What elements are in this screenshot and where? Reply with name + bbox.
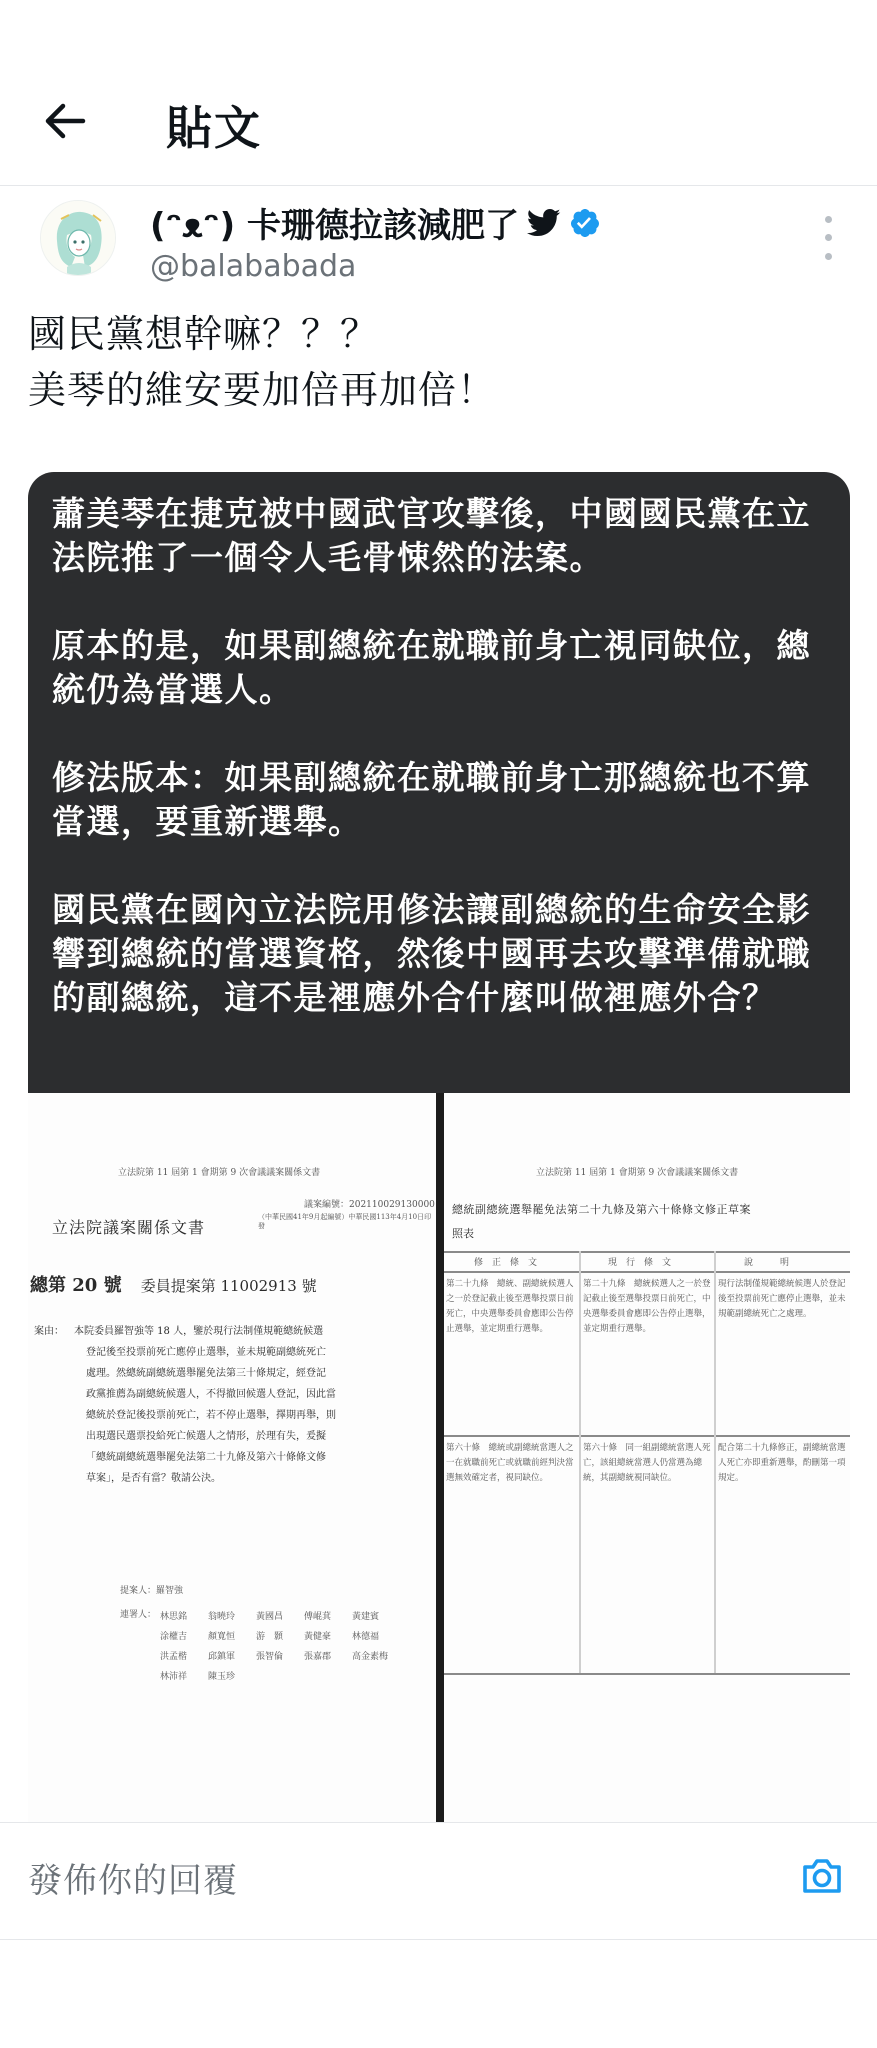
reply-input[interactable]: 發佈你的回覆 <box>28 1861 238 1901</box>
cosigner: 傅崐萁 <box>304 1612 332 1622</box>
back-button[interactable] <box>40 96 90 146</box>
verified-badge-icon <box>569 207 601 239</box>
doc-reason-label: 案由： <box>34 1326 64 1337</box>
cosigner: 林德福 <box>352 1632 380 1642</box>
user-handle: @balababada <box>150 249 357 284</box>
doc-subtitle: 照表 <box>452 1227 474 1240</box>
table-cell: 配合第二十九條修正，副總統當選人死亡亦即重新選舉，酌刪第一項規定。 <box>718 1443 846 1483</box>
doc-reason-line: 出現選民選票投給死亡候選人之情形，於理有失，爰擬 <box>86 1431 326 1442</box>
page-title: 貼文 <box>166 101 262 155</box>
doc-reason-line: 登記後至投票前死亡應停止選舉，並未規範副總統死亡 <box>86 1347 326 1358</box>
avatar[interactable] <box>40 200 116 276</box>
cosigner: 顏寬恒 <box>208 1632 236 1642</box>
cosigner: 游 顥 <box>256 1632 284 1642</box>
table-rule <box>444 1251 850 1253</box>
table-col-rule <box>579 1251 581 1673</box>
table-cell: 第六十條 同一組副總統當選人死亡，該組總統當選人仍當選為總統，其副總統視同缺位。 <box>583 1443 711 1483</box>
cosigner-row <box>160 1647 400 1667</box>
text-card <box>28 472 850 1093</box>
doc-title: 立法院議案關係文書 <box>52 1218 206 1237</box>
table-rule <box>444 1435 850 1437</box>
table-cell: 現行法制僅規範總統候選人於登記後至投票前死亡應停止選舉，並未規範副總統死亡之處理。 <box>718 1279 846 1319</box>
table-cell: 第六十條 總統或副總統當選人之一在就職前死亡或就職前經判決當選無效確定者，視同缺位。 <box>446 1443 574 1483</box>
table-header-cell: 現 行 條 文 <box>608 1258 672 1268</box>
tweet-text-line: 美琴的維安要加倍再加倍！ <box>28 368 497 412</box>
cosigner: 洪孟楷 <box>160 1652 188 1662</box>
doc-date-note: （中華民國41年9月起編號）中華民國113年4月10日印發 <box>258 1213 432 1230</box>
camera-icon <box>799 1853 845 1899</box>
doc-number <box>30 1271 317 1297</box>
doc-reason-line: 處理。然總統副總統選舉罷免法第三十條規定，經登記 <box>86 1368 326 1379</box>
bird-icon <box>527 208 561 238</box>
doc-cosigners <box>160 1607 400 1687</box>
cosigner: 黃健豪 <box>304 1632 332 1642</box>
doc-number-text: 總第 20 號 <box>30 1275 122 1296</box>
cosigner: 張嘉郡 <box>304 1652 332 1662</box>
more-options-button[interactable] <box>813 210 843 266</box>
display-name-text: (ᵔ⁠ᴥ⁠ᵔ) 卡珊德拉該減肥了 <box>150 206 520 246</box>
more-dot-icon <box>825 216 832 223</box>
doc-header: 立法院第 11 屆第 1 會期第 9 次會議議案關係文書 <box>536 1168 739 1178</box>
cosigner: 涂權吉 <box>160 1632 188 1642</box>
cosigner: 林思銘 <box>160 1612 188 1622</box>
doc-cosigners-label: 連署人： <box>120 1610 157 1620</box>
reply-composer <box>0 1822 877 1940</box>
doc-reason-line: 草案」，是否有當？敬請公決。 <box>86 1473 221 1484</box>
tweet-text-line: 國民黨想幹嘛？？？ <box>28 312 380 356</box>
doc-proposer: 提案人：羅智強 <box>120 1586 184 1596</box>
user-info[interactable] <box>150 198 601 284</box>
doc-reason <box>34 1321 434 1489</box>
doc-reason-line: 總統於登記後投票前死亡，若不停止選舉，擇期再舉，則 <box>86 1410 336 1421</box>
table-header-cell: 說 明 <box>744 1258 790 1268</box>
doc-reason-line: 政黨推薦為副總統候選人，不得撤回候選人登記，因此當 <box>86 1389 336 1400</box>
cosigner: 邱鎮軍 <box>208 1652 236 1662</box>
more-dot-icon <box>825 253 832 260</box>
top-app-bar <box>0 0 877 186</box>
table-cell: 第二十九條 總統候選人之一於登記截止後至選舉投票日前死亡，中央選舉委員會應即公告停止選舉，並定期重行選舉。 <box>583 1279 711 1334</box>
tweet-media-image[interactable] <box>28 472 850 1822</box>
table-header-cell: 修 正 條 文 <box>474 1258 538 1268</box>
table-col-rule <box>714 1251 716 1673</box>
display-name[interactable] <box>150 198 601 247</box>
more-dot-icon <box>825 234 832 241</box>
back-arrow-icon <box>43 99 87 143</box>
avatar-illustration-icon <box>41 201 116 276</box>
card-paragraph: 修法版本：如果副總統在就職前身亡那總統也不算當選，要重新選舉。 <box>52 758 811 841</box>
legislative-document-scan <box>28 1093 436 1822</box>
doc-header: 立法院第 11 屆第 1 會期第 9 次會議議案關係文書 <box>118 1168 321 1178</box>
cosigner-row <box>160 1627 400 1647</box>
table-rule <box>444 1271 850 1273</box>
card-paragraph: 蕭美琴在捷克被中國武官攻擊後，中國國民黨在立法院推了一個令人毛骨悚然的法案。 <box>52 494 811 577</box>
doc-title: 總統副總統選舉罷免法第二十九條及第六十條條文修正草案 <box>452 1203 751 1216</box>
cosigner-row <box>160 1667 400 1687</box>
image-divider <box>436 1093 444 1822</box>
doc-reason-line: 「總統副總統選舉罷免法第二十九條及第六十條條文修 <box>86 1452 326 1463</box>
card-paragraph: 原本的是，如果副總統在就職前身亡視同缺位，總統仍為當選人。 <box>52 626 811 709</box>
cosigner: 張智倫 <box>256 1652 284 1662</box>
cosigner: 林沛祥 <box>160 1672 188 1682</box>
cosigner: 黃建賓 <box>352 1612 380 1622</box>
camera-button[interactable] <box>799 1853 845 1899</box>
doc-code: 議案編號：202110029130000 <box>304 1200 435 1210</box>
cosigner: 黃國昌 <box>256 1612 284 1622</box>
cosigner: 高金素梅 <box>352 1652 389 1662</box>
doc-reason-line: 本院委員羅智強等 18 人，鑒於現行法制僅規範總統候選 <box>74 1326 324 1337</box>
card-paragraph: 國民黨在國內立法院用修法讓副總統的生命安全影響到總統的當選資格，然後中國再去攻擊準備就職的副總統，這不是裡應外合什麼叫做裡應外合？ <box>52 890 811 1017</box>
comparison-table-scan <box>444 1093 850 1822</box>
cosigner: 翁曉玲 <box>208 1612 236 1622</box>
doc-proposal-number: 委員提案第 11002913 號 <box>140 1277 317 1295</box>
cosigner: 陳玉珍 <box>208 1672 236 1682</box>
cosigner-row <box>160 1607 400 1627</box>
tweet-text <box>28 306 848 418</box>
table-cell: 第二十九條 總統、副總統候選人之一於登記截止後至選舉投票日前死亡，中央選舉委員會應即公告停止選舉，並定期重行選舉。 <box>446 1279 574 1334</box>
table-rule <box>444 1673 850 1675</box>
